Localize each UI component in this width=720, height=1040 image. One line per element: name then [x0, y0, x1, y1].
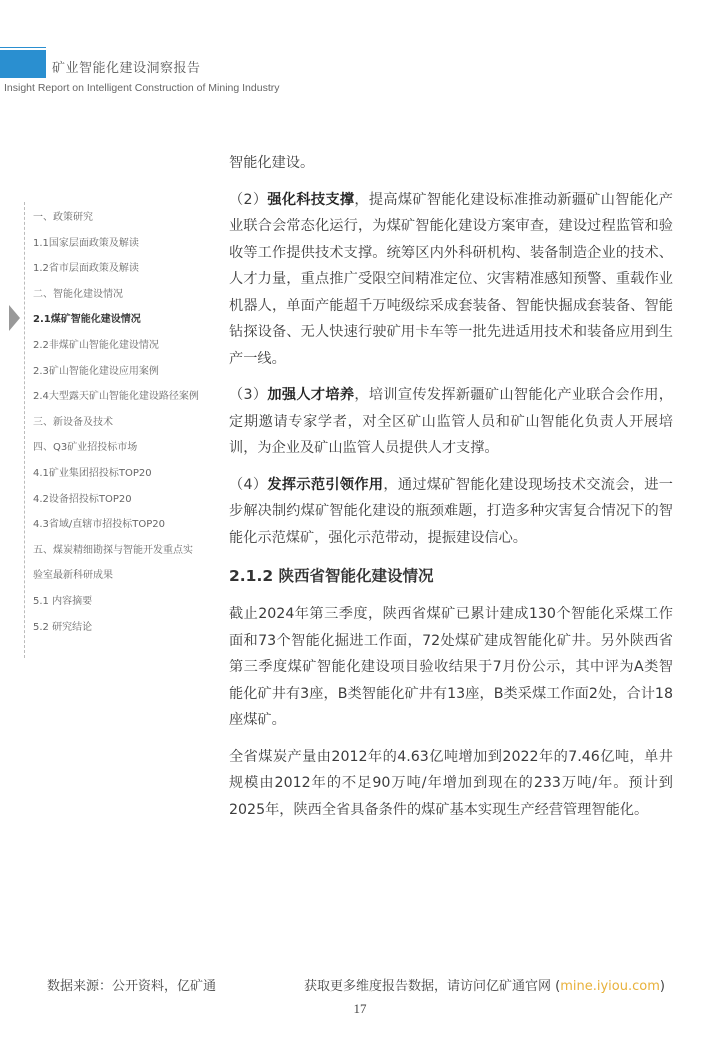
website-note — [304, 975, 665, 994]
website-note-suffix: ) — [659, 979, 665, 994]
item-text: ，培训宣传发挥新疆矿山智能化产业联合会作用，定期邀请专家学者，对全区矿山监管人员和矿山智能化负责人开展培训，为企业及矿山监管人员提供人才支撑。 — [229, 387, 673, 456]
toc-item[interactable]: 2.2非煤矿山智能化建设情况 — [33, 340, 159, 351]
current-section-arrow-icon — [9, 305, 20, 331]
paragraph — [229, 187, 673, 373]
toc-item[interactable]: 五、煤炭精细勘探与智能开发重点实 — [33, 544, 193, 556]
toc-item[interactable]: 4.3省域/直辖市招投标TOP20 — [33, 519, 166, 531]
main-content — [229, 150, 673, 823]
report-subtitle: Insight Report on Intelligent Construction of Mining Industry — [4, 82, 280, 94]
website-note-prefix: 获取更多维度报告数据，请访问亿矿通官网 ( — [304, 979, 561, 994]
item-text: ，提高煤矿智能化建设标准推动新疆矿山智能化产业联合会常态化运行，为煤矿智能化建设方案审查，建设过程监管和验收等工作提供技术支撑。统筹区内外科研机构、装备制造企业的技术、人才力量，重点推广受限空间精准定位、灾害精准感知预警、重载作业机器人，单面产能超千万吨级综采成套装备、智能快掘成套装备、智能钻探设备、无人快速行驶矿用卡车等一批先进适用技术和装备应用到生产一线。 — [229, 191, 673, 367]
page-number: 17 — [353, 1001, 367, 1016]
toc-item[interactable]: 4.1矿业集团招投标TOP20 — [33, 468, 152, 479]
toc-item[interactable]: 验室最新科研成果 — [33, 570, 113, 582]
header-rule — [0, 47, 46, 48]
section-heading: 2.1.2 陕西省智能化建设情况 — [229, 567, 434, 585]
item-heading: 发挥示范引领作用 — [267, 476, 384, 493]
toc-item[interactable]: 四、Q3矿业招投标市场 — [33, 442, 138, 454]
item-number: （3） — [229, 387, 268, 403]
paragraph: 智能化建设。 — [229, 155, 315, 171]
table-of-contents — [24, 202, 225, 658]
toc-item[interactable]: 1.1国家层面政策及解读 — [33, 237, 139, 249]
toc-item[interactable]: 1.2省市层面政策及解读 — [33, 263, 139, 275]
paragraph: 全省煤炭产量由2012年的4.63亿吨增加到2022年的7.46亿吨，单井规模由2012年的不足90万吨/年增加到现在的233万吨/年。预计到2025年，陕西全省具备条件的煤矿基本实现生产经营管理智能化。 — [229, 748, 673, 818]
toc-item[interactable]: 5.2 研究结论 — [33, 621, 93, 633]
item-heading: 加强人才培养 — [267, 387, 355, 403]
report-title: 矿业智能化建设洞察报告 — [52, 61, 201, 76]
toc-item[interactable]: 2.3矿山智能化建设应用案例 — [33, 365, 159, 377]
data-source: 数据来源：公开资料，亿矿通 — [47, 979, 217, 994]
item-number: （2） — [229, 191, 268, 208]
toc-item[interactable]: 5.1 内容摘要 — [33, 596, 93, 607]
website-link[interactable]: mine.iyiou.com — [560, 979, 660, 994]
paragraph: 截止2024年第三季度，陕西省煤矿已累计建成130个智能化采煤工作面和73个智能化掘进工作面，72处煤矿建成智能化矿井。另外陕西省第三季度煤矿智能化建设项目验收结果于7月份公示，其中评为A类智能化矿井有3座，B类智能化矿井有13座，B类采煤工作面2处，合计18座煤矿。 — [229, 606, 673, 728]
toc-item[interactable]: 4.2设备招投标TOP20 — [33, 493, 132, 505]
paragraph — [229, 472, 673, 552]
toc-item[interactable]: 二、智能化建设情况 — [33, 288, 123, 300]
paragraph — [229, 382, 673, 462]
item-heading: 强化科技支撑 — [267, 191, 355, 208]
toc-item[interactable]: 2.4大型露天矿山智能化建设路径案例 — [33, 391, 199, 403]
toc-item[interactable]: 2.1煤矿智能化建设情况 — [33, 314, 141, 326]
item-number: （4） — [229, 476, 268, 493]
toc-item[interactable]: 一、政策研究 — [33, 212, 93, 223]
item-text: ，通过煤矿智能化建设现场技术交流会，进一步解决制约煤矿智能化建设的瓶颈难题，打造多种灾害复合情况下的智能化示范煤矿，强化示范带动，提振建设信心。 — [229, 476, 673, 546]
header-accent-bar — [0, 50, 46, 78]
toc-item[interactable]: 三、新设备及技术 — [33, 416, 113, 428]
